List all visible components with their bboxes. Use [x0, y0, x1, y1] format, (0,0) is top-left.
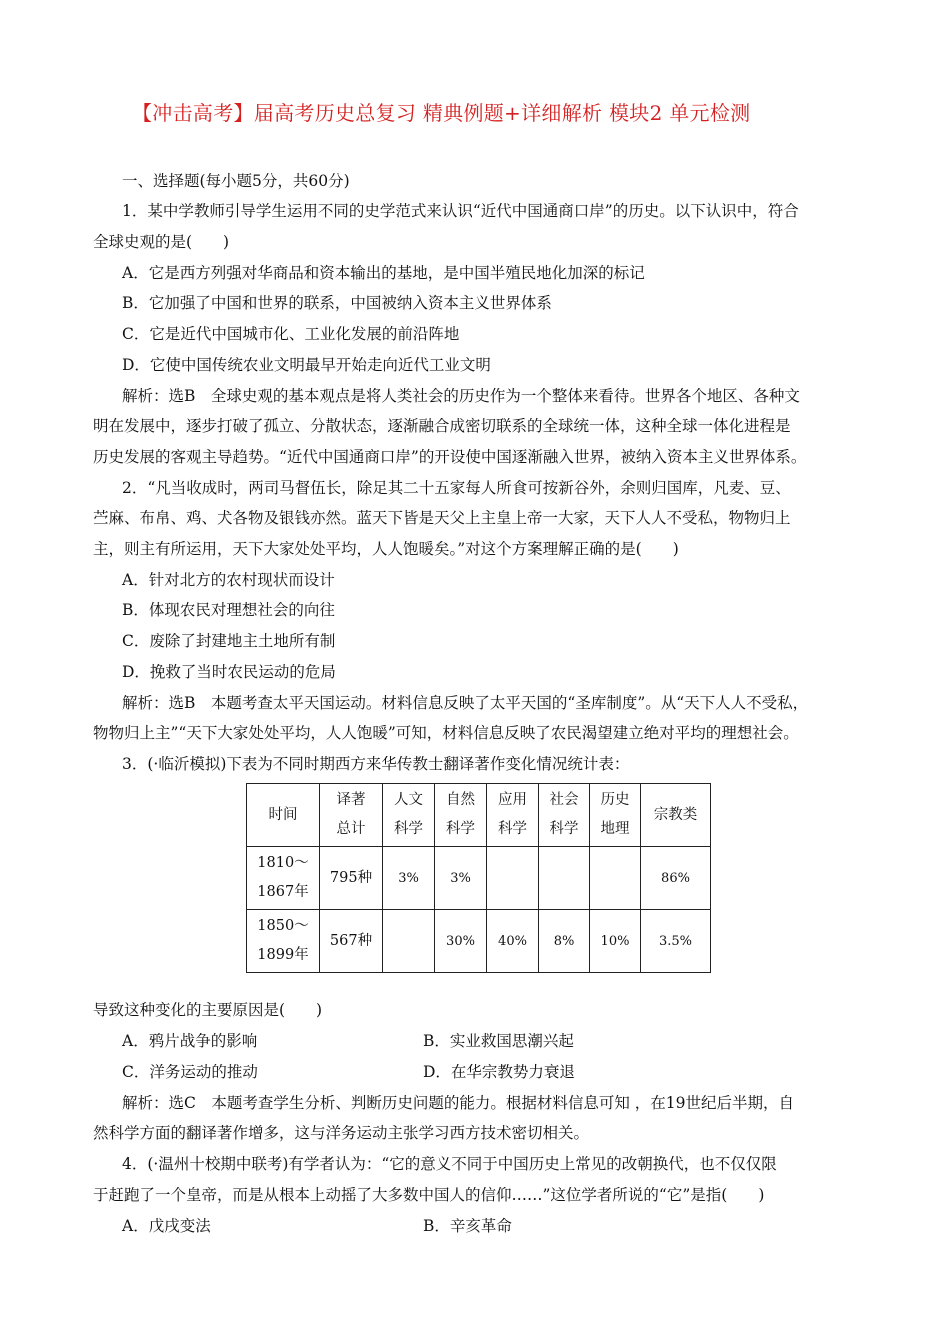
q1-option-c: C．它是近代中国城市化、工业化发展的前沿阵地 — [122, 325, 460, 343]
cell-religion: 3.5% — [641, 910, 711, 973]
cell-applied-science — [487, 847, 539, 910]
cell-time: 1810～ 1867年 — [247, 847, 320, 910]
cell-time: 1850～ 1899年 — [247, 910, 320, 973]
q4-option-a: A．戊戌变法 — [122, 1217, 211, 1235]
q1-stem: 全球史观的是( ) — [93, 233, 230, 251]
cell-applied-science: 40% — [487, 910, 539, 973]
table-header-row — [247, 784, 711, 847]
q4-stem: 于赶跑了一个皇帝，而是从根本上动摇了大多数中国人的信仰……”这位学者所说的“它”是指( ) — [93, 1186, 765, 1204]
q1-option-a: A．它是西方列强对华商品和资本输出的基地，是中国半殖民地化加深的标记 — [122, 264, 645, 282]
header-natural-science: 自然 科学 — [435, 784, 487, 847]
cell-total: 567种 — [320, 910, 383, 973]
cell-social-science: 8% — [539, 910, 590, 973]
q2-option-d: D．挽救了当时农民运动的危局 — [122, 663, 336, 681]
q2-option-c: C．废除了封建地主土地所有制 — [122, 632, 336, 650]
q2-explanation: 物物归上主”“天下大家处处平均，人人饱暖”可知，材料信息反映了农民渴望建立绝对平均的理想社会。 — [93, 724, 799, 742]
cell-history-geography: 10% — [590, 910, 641, 973]
q3-stem: 3．(·临沂模拟)下表为不同时期西方来华传教士翻译著作变化情况统计表： — [122, 755, 630, 773]
header-time: 时间 — [247, 784, 320, 847]
cell-natural-science: 30% — [435, 910, 487, 973]
section-heading: 一、选择题(每小题5分，共60分) — [122, 172, 350, 190]
q4-option-b: B．辛亥革命 — [423, 1217, 512, 1235]
q2-stem: 苎麻、布帛、鸡、犬各物及银钱亦然。蓝天下皆是天父上主皇上帝一大家，天下人人不受私，物物归上 — [93, 509, 791, 527]
q3-explanation: 然科学方面的翻译著作增多，这与洋务运动主张学习西方技术密切相关。 — [93, 1124, 590, 1142]
cell-humanities — [383, 910, 435, 973]
q2-option-a: A．针对北方的农村现状而设计 — [122, 571, 335, 589]
q1-explanation: 解析：选B 全球史观的基本观点是将人类社会的历史作为一个整体来看待。世界各个地区、各种文 — [122, 387, 800, 405]
q1-option-b: B．它加强了中国和世界的联系，中国被纳入资本主义世界体系 — [122, 294, 552, 312]
translation-stats-table — [246, 783, 711, 973]
q3-option-b: B．实业救国思潮兴起 — [423, 1032, 574, 1050]
cell-religion: 86% — [641, 847, 711, 910]
header-religion: 宗教类 — [641, 784, 711, 847]
header-social-science: 社会 科学 — [539, 784, 590, 847]
q2-stem: 2．“凡当收成时，两司马督伍长，除足其二十五家每人所食可按新谷外，余则归国库，凡麦、豆、 — [122, 479, 791, 497]
q2-explanation: 解析：选B 本题考查太平天国运动。材料信息反映了太平天国的“圣库制度”。从“天下人人不受私， — [122, 694, 809, 712]
header-humanities: 人文 科学 — [383, 784, 435, 847]
document-title: 【冲击高考】届高考历史总复习 精典例题+详细解析 模块2 单元检测 — [132, 101, 751, 125]
header-total: 译著 总计 — [320, 784, 383, 847]
q3-option-c: C．洋务运动的推动 — [122, 1063, 258, 1081]
header-history-geography: 历史 地理 — [590, 784, 641, 847]
q1-option-d: D．它使中国传统农业文明最早开始走向近代工业文明 — [122, 356, 491, 374]
cell-history-geography — [590, 847, 641, 910]
q1-explanation: 历史发展的客观主导趋势。“近代中国通商口岸”的开设使中国逐渐融入世界，被纳入资本主义世界体系。 — [93, 448, 807, 466]
q1-explanation: 明在发展中，逐步打破了孤立、分散状态，逐渐融合成密切联系的全球统一体，这种全球一体化进程是 — [93, 417, 791, 435]
cell-social-science — [539, 847, 590, 910]
q4-stem: 4．(·温州十校期中联考)有学者认为：“它的意义不同于中国历史上常见的改朝换代，也不仅仅限 — [122, 1155, 777, 1173]
q3-option-d: D．在华宗教势力衰退 — [423, 1063, 575, 1081]
q1-stem: 1．某中学教师引导学生运用不同的史学范式来认识“近代中国通商口岸”的历史。以下认识中，符合 — [122, 202, 799, 220]
table-row — [247, 847, 711, 910]
cell-total: 795种 — [320, 847, 383, 910]
q3-question: 导致这种变化的主要原因是( ) — [93, 1001, 323, 1019]
table-row — [247, 910, 711, 973]
q2-option-b: B．体现农民对理想社会的向往 — [122, 601, 335, 619]
cell-natural-science: 3% — [435, 847, 487, 910]
q2-stem: 主，则主有所运用，天下大家处处平均，人人饱暖矣。”对这个方案理解正确的是( ) — [93, 540, 679, 558]
header-applied-science: 应用 科学 — [487, 784, 539, 847]
q3-explanation: 解析：选C 本题考查学生分析、判断历史问题的能力。根据材料信息可知 ，在19世纪后半期，自 — [122, 1094, 795, 1112]
q3-option-a: A．鸦片战争的影响 — [122, 1032, 258, 1050]
cell-humanities: 3% — [383, 847, 435, 910]
